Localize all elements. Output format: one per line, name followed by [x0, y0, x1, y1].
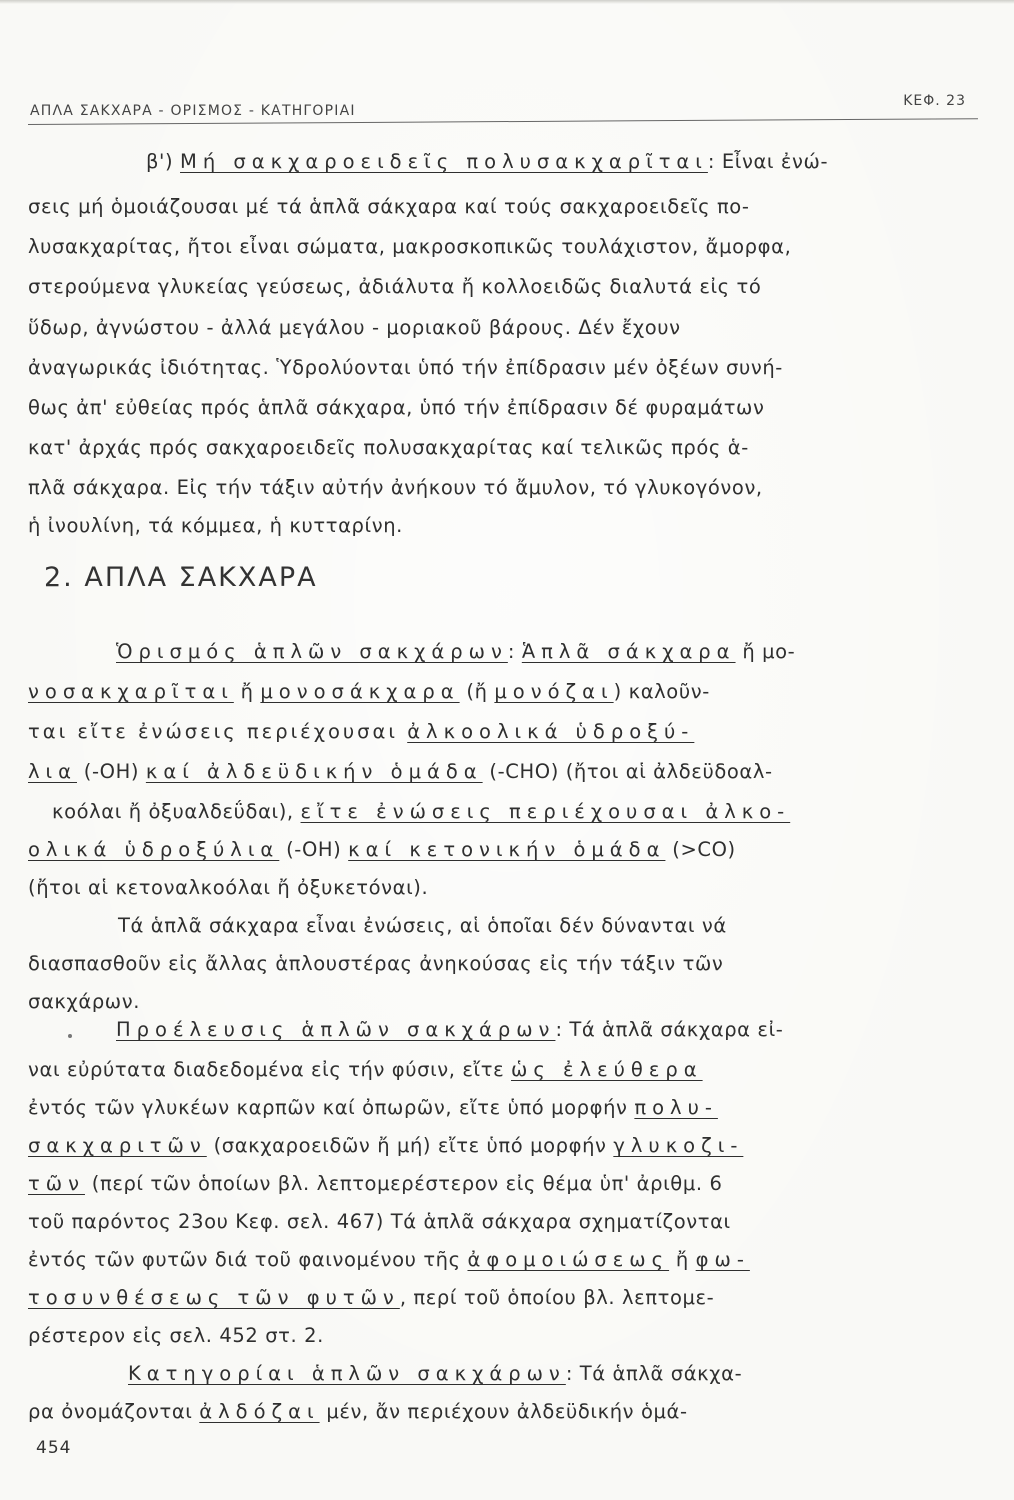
- para-b-line-4: στερούμενα γλυκείας γεύσεως, ἀδιάλυτα ἤ κολλοειδῶς διαλυτά εἰς τό: [28, 275, 762, 298]
- term-origin-heading: Προέλευσις ἁπλῶν σακχάρων: [116, 1018, 556, 1041]
- origin-line-2: ναι εὐρύτατα διαδεδομένα εἰς τήν φύσιν, εἴτε ὡς ἐλεύθερα: [28, 1058, 703, 1081]
- page-number: 454: [36, 1438, 72, 1458]
- section-title: 2. ΑΠΛΑ ΣΑΚΧΑΡΑ: [44, 562, 318, 593]
- running-header-title: ΑΠΛΑ ΣΑΚΧΑΡΑ - ΟΡΙΣΜΟΣ - ΚΑΤΗΓΟΡΙΑΙ: [30, 103, 356, 119]
- term-ketone-group: καί κετονικήν ὁμάδα: [348, 838, 666, 861]
- term-compounds-containing-alcoholic: εἴτε ἐνώσεις περιέχουσαι ἀλκο-: [300, 800, 791, 823]
- definition-line-10: σακχάρων.: [28, 990, 141, 1013]
- para-b-line-7: θως ἀπ' εὐθείας πρός ἁπλᾶ σάκχαρα, ὑπό τήν ἐπίδρασιν δέ φυραμάτων: [28, 396, 765, 419]
- categories-line-2: ρα ὀνομάζονται ἀλδόζαι μέν, ἄν περιέχουν ἀλδεϋδικήν ὁμά-: [28, 1400, 688, 1423]
- term-monosaccharides: μονοσάκχαρα: [260, 680, 460, 703]
- definition-line-1: Ὁρισμός ἁπλῶν σακχάρων: Ἁπλᾶ σάκχαρα ἤ μο-: [116, 640, 796, 663]
- term-glycosides: γλυκοζι-: [613, 1134, 744, 1157]
- definition-line-3: ται εἴτε ἐνώσεις περιέχουσαι ἀλκοολικά ὑδροξύ-: [28, 720, 695, 743]
- para-b-line-8: κατ' ἀρχάς πρός σακχαροειδεῖς πολυσακχαρίτας καί τελικῶς πρός ἁ-: [28, 436, 749, 459]
- term-assimilation: ἀφομοιώσεως: [467, 1248, 670, 1271]
- running-header-chapter: ΚΕΦ. 23: [903, 93, 966, 109]
- origin-line-3: ἐντός τῶν γλυκέων καρπῶν καί ὀπωρῶν, εἴτε ὑπό μορφήν πολυ-: [28, 1096, 718, 1119]
- origin-line-5: τῶν (περί τῶν ὁποίων βλ. λεπτομερέστερον εἰς θέμα ὑπ' ἀριθμ. 6: [28, 1172, 723, 1195]
- origin-line-4: σακχαριτῶν (σακχαροειδῶν ἤ μή) εἴτε ὑπό μορφήν γλυκοζι-: [28, 1134, 744, 1157]
- origin-line-8: τοσυνθέσεως τῶν φυτῶν, περί τοῦ ὁποίου βλ. λεπτομε-: [28, 1286, 715, 1309]
- page-top-edge: [0, 0, 1014, 4]
- origin-line-9: ρέστερον εἰς σελ. 452 στ. 2.: [28, 1324, 324, 1347]
- definition-line-6: ολικά ὑδροξύλια (-OH) καί κετονικήν ὁμάδα (>CO): [28, 838, 736, 861]
- term-alcoholic-hydroxyls: ἀλκοολικά ὑδροξύ-: [407, 720, 695, 743]
- term-aldehyde-group: καί ἀλδεϋδικήν ὁμάδα: [145, 760, 483, 783]
- term-polysaccharides: σακχαριτῶν: [28, 1134, 207, 1157]
- para-b-line-6: ἀναγωρικάς ἰδιότητας. Ὑδρολύονται ὑπό τήν ἐπίδρασιν μέν ὀξέων συνή-: [28, 356, 783, 379]
- definition-line-4: λια (-OH) καί ἀλδεϋδικήν ὁμάδα (-CHO) (ἤτοι αἱ ἀλδεϋδοαλ-: [28, 760, 773, 783]
- origin-line-6: τοῦ παρόντος 23ου Κεφ. σελ. 467) Τά ἁπλᾶ σάκχαρα σχηματίζονται: [28, 1210, 731, 1233]
- origin-line-7: ἐντός τῶν φυτῶν διά τοῦ φαινομένου τῆς ἀφομοιώσεως ἤ φω-: [28, 1248, 750, 1271]
- para-b-line-10: ἡ ἰνουλίνη, τά κόμμεα, ἡ κυτταρίνη.: [28, 514, 403, 537]
- term-aldoses: ἀλδόζαι: [199, 1400, 320, 1423]
- para-b-line-1: β') Μή σακχαροειδεῖς πολυσακχαρῖται: Εἶναι ἐνώ-: [146, 150, 829, 173]
- categories-line-1: Κατηγορίαι ἁπλῶν σακχάρων: Τά ἁπλᾶ σάκχα-: [128, 1362, 743, 1385]
- term-simple-sugars: Ἁπλᾶ σάκχαρα: [521, 640, 736, 663]
- term-categories-heading: Κατηγορίαι ἁπλῶν σακχάρων: [128, 1362, 566, 1385]
- definition-line-9: διασπασθοῦν εἰς ἄλλας ἁπλουστέρας ἀνηκούσας εἰς τήν τάξιν τῶν: [28, 952, 724, 975]
- para-b-line-9: πλᾶ σάκχαρα. Εἰς τήν τάξιν αὐτήν ἀνήκουν τό ἄμυλον, τό γλυκογόνον,: [28, 476, 763, 499]
- para-b-line-5: ὕδωρ, ἀγνώστου - ἀλλά μεγάλου - μοριακοῦ βάρους. Δέν ἔχουν: [28, 316, 681, 339]
- term-non-sugarlike-polysaccharides: Μή σακχαροειδεῖς πολυσακχαρῖται: [180, 150, 708, 173]
- subsection-marker: β'): [146, 150, 174, 173]
- para-b-line-3: λυσακχαρίτας, ἤτοι εἶναι σώματα, μακροσκοπικῶς τουλάχιστον, ἄμορφα,: [28, 235, 792, 258]
- term-photosynthesis: τοσυνθέσεως τῶν φυτῶν: [28, 1286, 400, 1309]
- definition-line-8: Τά ἁπλᾶ σάκχαρα εἶναι ἐνώσεις, αἱ ὁποῖαι δέν δύνανται νά: [118, 914, 727, 937]
- para-b-line-2: σεις μή ὁμοιάζουσαι μέ τά ἁπλᾶ σάκχαρα καί τούς σακχαροειδεῖς πο-: [28, 195, 750, 218]
- definition-line-2: νοσακχαρῖται ἤ μονοσάκχαρα (ἤ μονόζαι) καλοῦν-: [28, 680, 710, 703]
- term-monoses: μονόζαι: [494, 680, 614, 703]
- definition-line-5: κοόλαι ἤ ὀξυαλδεΰδαι), εἴτε ἐνώσεις περιέχουσαι ἀλκο-: [52, 800, 791, 823]
- term-as-free: ὡς ἐλεύθερα: [511, 1058, 703, 1081]
- definition-line-7: (ἤτοι αἱ κετοναλκοόλαι ἤ ὀξυκετόναι).: [28, 876, 429, 899]
- header-rule: [28, 118, 978, 125]
- term-definition-heading: Ὁρισμός ἁπλῶν σακχάρων: [116, 640, 508, 663]
- term-monosaccharites: νοσακχαρῖται: [28, 680, 234, 703]
- origin-line-1: Προέλευσις ἁπλῶν σακχάρων: Τά ἁπλᾶ σάκχαρα εἰ-: [116, 1018, 784, 1041]
